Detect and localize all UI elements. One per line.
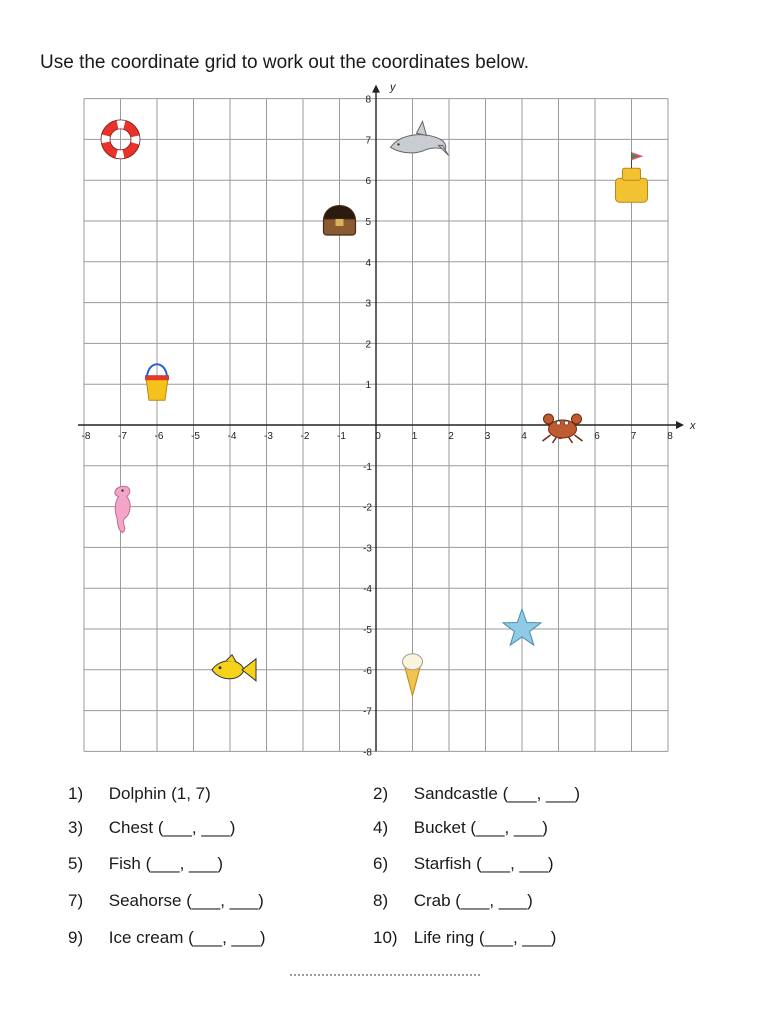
x-tick-label: -1	[337, 431, 346, 442]
x-tick-label: -2	[300, 431, 310, 442]
x-tick-label: -3	[264, 431, 273, 442]
x-tick-label: 1	[411, 431, 418, 442]
question-text: Seahorse (___, ___)	[108, 891, 264, 910]
x-axis-label: x	[690, 420, 696, 432]
y-tick-label: -2	[363, 502, 372, 514]
question-number: 9)	[68, 928, 84, 947]
question-number: 4)	[373, 818, 389, 837]
question-number: 1)	[68, 784, 84, 803]
x-tick-label: -4	[227, 431, 237, 442]
y-tick-label: 8	[365, 94, 371, 106]
question-number: 3)	[68, 818, 84, 837]
question-text: Chest (___, ___)	[108, 818, 236, 837]
worksheet-title: Use the coordinate grid to work out the coordinates below.	[40, 52, 530, 73]
question-item	[373, 854, 554, 874]
question-text: Sandcastle (___, ___)	[413, 784, 581, 803]
y-tick-label: 1	[365, 380, 371, 392]
question-text: Crab (___, ___)	[413, 891, 533, 910]
question-number: 5)	[68, 854, 84, 873]
x-tick-label: 7	[630, 431, 637, 442]
question-item	[68, 818, 235, 838]
question-number: 7)	[68, 891, 84, 910]
question-text: Fish (___, ___)	[108, 854, 224, 873]
question-text: Life ring (___, ___)	[413, 928, 557, 947]
y-tick-label: -5	[363, 625, 372, 636]
ice-cream-icon	[403, 654, 423, 696]
question-number: 6)	[373, 854, 389, 873]
x-tick-label: 0	[375, 431, 381, 442]
x-tick-label: 4	[521, 431, 527, 442]
question-item	[373, 784, 580, 804]
question-item	[68, 854, 223, 874]
x-tick-label: 8	[667, 431, 673, 442]
y-tick-label: 5	[365, 217, 371, 228]
y-tick-label: -4	[363, 584, 372, 596]
sandcastle-icon	[616, 152, 648, 202]
question-item	[68, 891, 264, 911]
y-axis-label: y	[390, 81, 396, 94]
question-text: Bucket (___, ___)	[413, 818, 548, 837]
footer-divider	[290, 974, 480, 978]
y-tick-label: -1	[363, 461, 372, 473]
dolphin-icon	[391, 121, 449, 155]
question-item	[373, 891, 533, 911]
y-tick-label: 3	[365, 298, 371, 310]
y-tick-label: -3	[363, 543, 372, 555]
x-tick-label: -7	[118, 431, 127, 442]
question-item	[373, 818, 548, 838]
x-tick-label: -8	[81, 431, 91, 442]
x-tick-label: 3	[484, 431, 491, 442]
question-number: 8)	[373, 891, 389, 910]
question-number: 10)	[373, 928, 398, 947]
fish-icon	[212, 655, 256, 681]
y-tick-label: -6	[363, 665, 372, 677]
x-tick-label: 6	[594, 431, 600, 442]
question-item	[68, 784, 211, 804]
x-axis-arrow-icon	[676, 421, 684, 429]
question-text: Ice cream (___, ___)	[108, 928, 266, 947]
y-tick-label: 4	[365, 257, 371, 269]
y-tick-label: -8	[363, 747, 372, 759]
y-axis-arrow-icon	[372, 85, 380, 93]
question-text: Starfish (___, ___)	[413, 854, 554, 873]
y-tick-label: 7	[365, 135, 371, 147]
chest-icon	[324, 206, 356, 236]
y-tick-label: 6	[365, 176, 371, 188]
x-tick-label: 2	[448, 431, 454, 442]
question-item	[68, 928, 266, 948]
y-tick-label: -7	[363, 706, 372, 718]
x-tick-label: -5	[191, 431, 200, 442]
question-text: Dolphin (1, 7)	[108, 784, 211, 803]
question-number: 2)	[373, 784, 389, 803]
x-tick-label: -6	[154, 431, 164, 442]
seahorse-icon	[115, 486, 130, 532]
y-tick-label: 2	[365, 339, 371, 351]
question-item	[373, 928, 556, 948]
